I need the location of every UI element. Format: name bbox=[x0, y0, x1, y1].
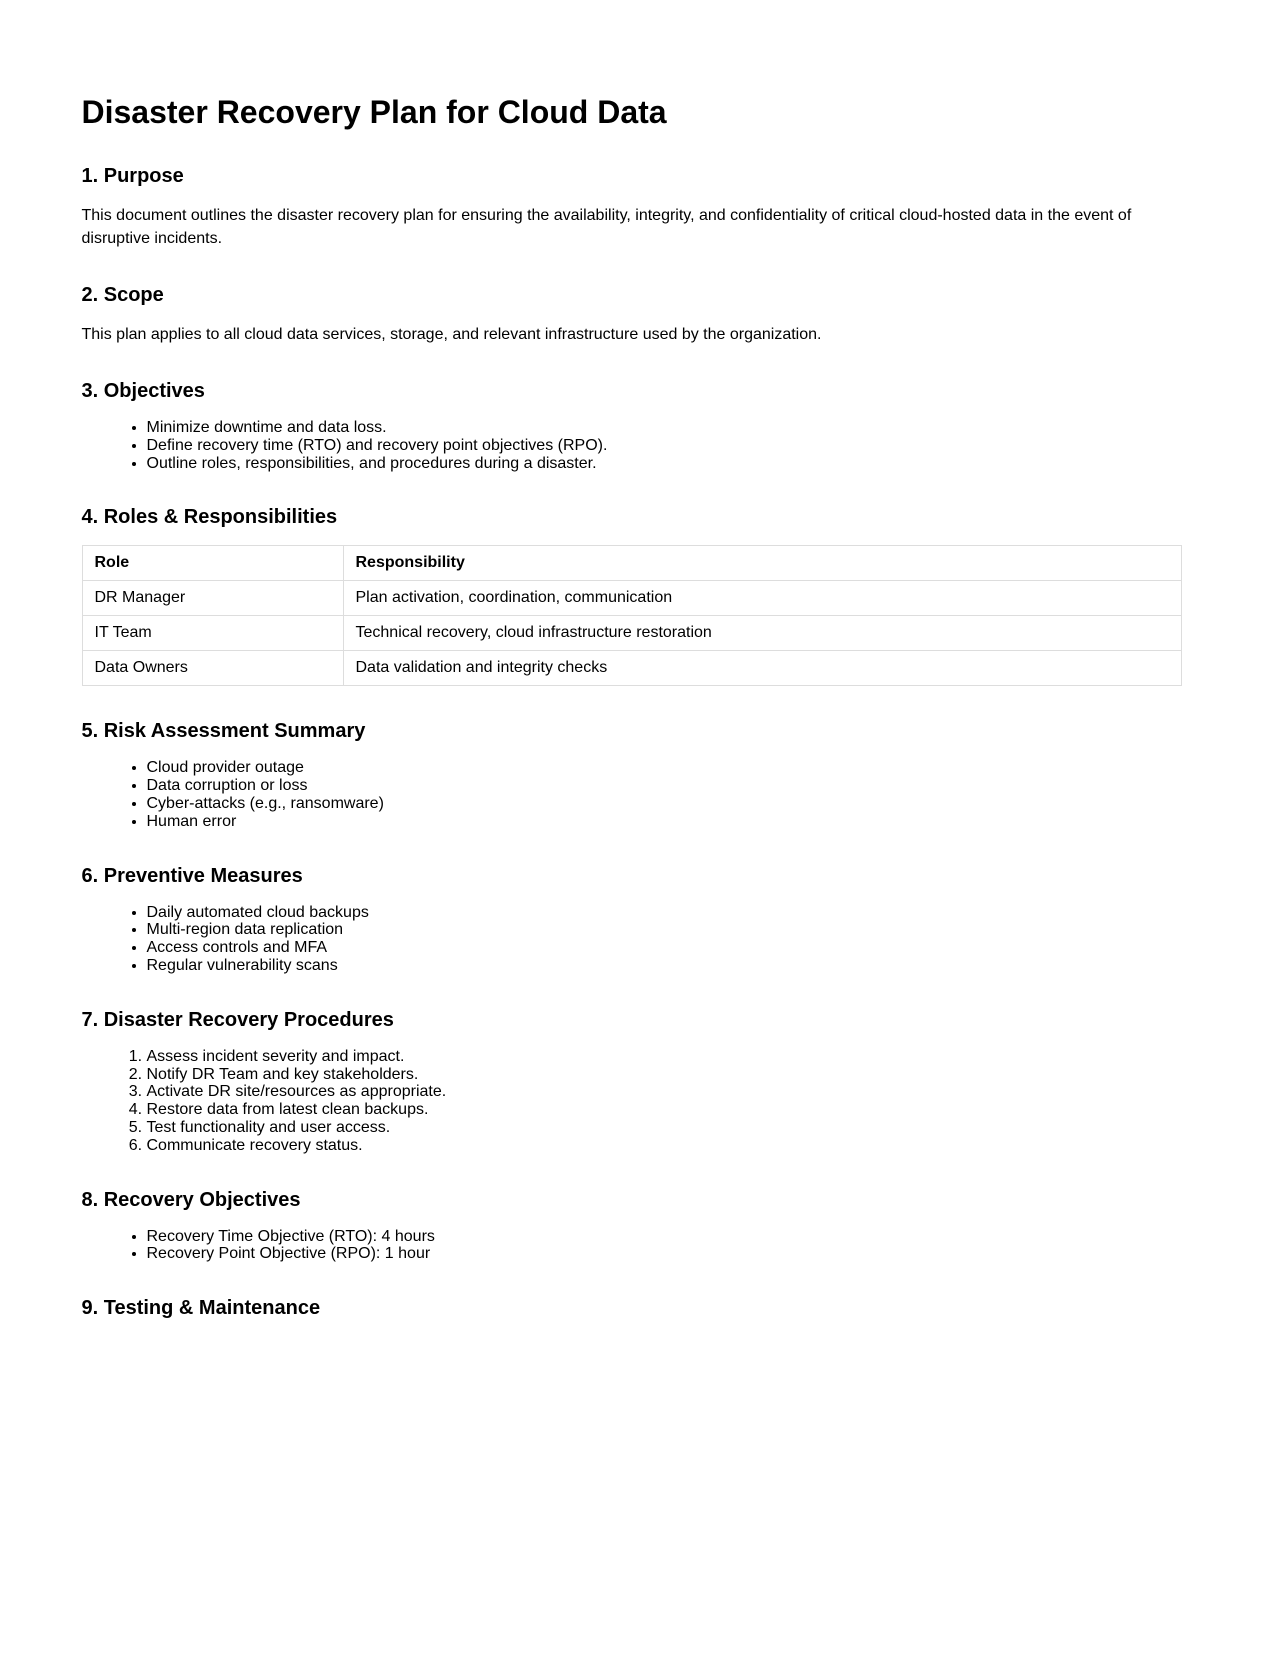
responsibility-cell: Data validation and integrity checks bbox=[343, 651, 1181, 686]
column-header-responsibility: Responsibility bbox=[343, 546, 1181, 581]
table-row bbox=[82, 651, 1181, 686]
list-item: 3. Activate DR site/resources as appropriate. bbox=[147, 1083, 1182, 1101]
role-cell: IT Team bbox=[82, 616, 343, 651]
list-item: • Recovery Time Objective (RTO): 4 hours bbox=[147, 1228, 1182, 1246]
objectives-list bbox=[82, 419, 1182, 472]
preventive-list bbox=[82, 904, 1182, 975]
section-heading: 2. Scope bbox=[81, 284, 164, 306]
section-paragraph: This plan applies to all cloud data services, storage, and relevant infrastructure used by the organization. bbox=[81, 326, 822, 343]
section-paragraph: This document outlines the disaster recovery plan for ensuring the availability, integrity, and confidentiality of critical cloud-hosted data in the event of disruptive incidents. bbox=[81, 207, 1132, 247]
table-row bbox=[82, 581, 1181, 616]
section-heading: 8. Recovery Objectives bbox=[81, 1188, 301, 1211]
role-cell: Data Owners bbox=[82, 651, 343, 686]
role-cell: DR Manager bbox=[82, 581, 343, 616]
list-item: • Minimize downtime and data loss. bbox=[147, 419, 1182, 437]
list-item: • Access controls and MFA bbox=[147, 939, 1182, 957]
section-roles bbox=[82, 505, 1182, 686]
list-item: 2. Notify DR Team and key stakeholders. bbox=[147, 1066, 1182, 1084]
section-heading: 9. Testing & Maintenance bbox=[81, 1297, 321, 1320]
section-heading: 5. Risk Assessment Summary bbox=[81, 720, 366, 743]
section-testing-maintenance bbox=[82, 1296, 1182, 1320]
section-recovery-procedures bbox=[82, 1008, 1182, 1155]
list-item: • Define recovery time (RTO) and recovery point objectives (RPO). bbox=[147, 437, 1182, 455]
list-item: 5. Test functionality and user access. bbox=[147, 1119, 1182, 1137]
responsibility-cell: Plan activation, coordination, communication bbox=[343, 581, 1181, 616]
list-item: • Human error bbox=[147, 813, 1182, 831]
section-objectives bbox=[82, 379, 1182, 472]
section-heading: 3. Objectives bbox=[81, 380, 205, 402]
section-heading: 6. Preventive Measures bbox=[81, 864, 303, 887]
list-item: • Data corruption or loss bbox=[147, 777, 1182, 795]
procedures-list bbox=[82, 1048, 1182, 1155]
list-item: • Recovery Point Objective (RPO): 1 hour bbox=[147, 1245, 1182, 1263]
section-recovery-objectives bbox=[82, 1188, 1182, 1264]
list-item: • Regular vulnerability scans bbox=[147, 957, 1182, 975]
section-purpose bbox=[82, 164, 1182, 250]
section-preventive-measures bbox=[82, 864, 1182, 975]
responsibility-cell: Technical recovery, cloud infrastructure restoration bbox=[343, 616, 1181, 651]
risk-list bbox=[82, 759, 1182, 830]
column-header-role: Role bbox=[82, 546, 343, 581]
list-item: • Outline roles, responsibilities, and procedures during a disaster. bbox=[147, 455, 1182, 473]
table-header-row bbox=[82, 546, 1181, 581]
list-item: • Cyber-attacks (e.g., ransomware) bbox=[147, 795, 1182, 813]
recovery-objectives-list bbox=[82, 1228, 1182, 1264]
section-scope bbox=[82, 283, 1182, 346]
roles-table bbox=[82, 545, 1182, 686]
section-heading: 7. Disaster Recovery Procedures bbox=[81, 1008, 394, 1031]
table-row bbox=[82, 616, 1181, 651]
page-title: Disaster Recovery Plan for Cloud Data bbox=[81, 94, 667, 130]
list-item: • Cloud provider outage bbox=[147, 759, 1182, 777]
list-item: • Multi-region data replication bbox=[147, 921, 1182, 939]
list-item: 6. Communicate recovery status. bbox=[147, 1137, 1182, 1155]
section-heading: 1. Purpose bbox=[81, 165, 184, 187]
section-heading: 4. Roles & Responsibilities bbox=[81, 506, 338, 529]
list-item: 4. Restore data from latest clean backups. bbox=[147, 1101, 1182, 1119]
section-risk-assessment bbox=[82, 719, 1182, 830]
list-item: 1. Assess incident severity and impact. bbox=[147, 1048, 1182, 1066]
list-item: • Daily automated cloud backups bbox=[147, 904, 1182, 922]
document bbox=[82, 0, 1182, 1320]
